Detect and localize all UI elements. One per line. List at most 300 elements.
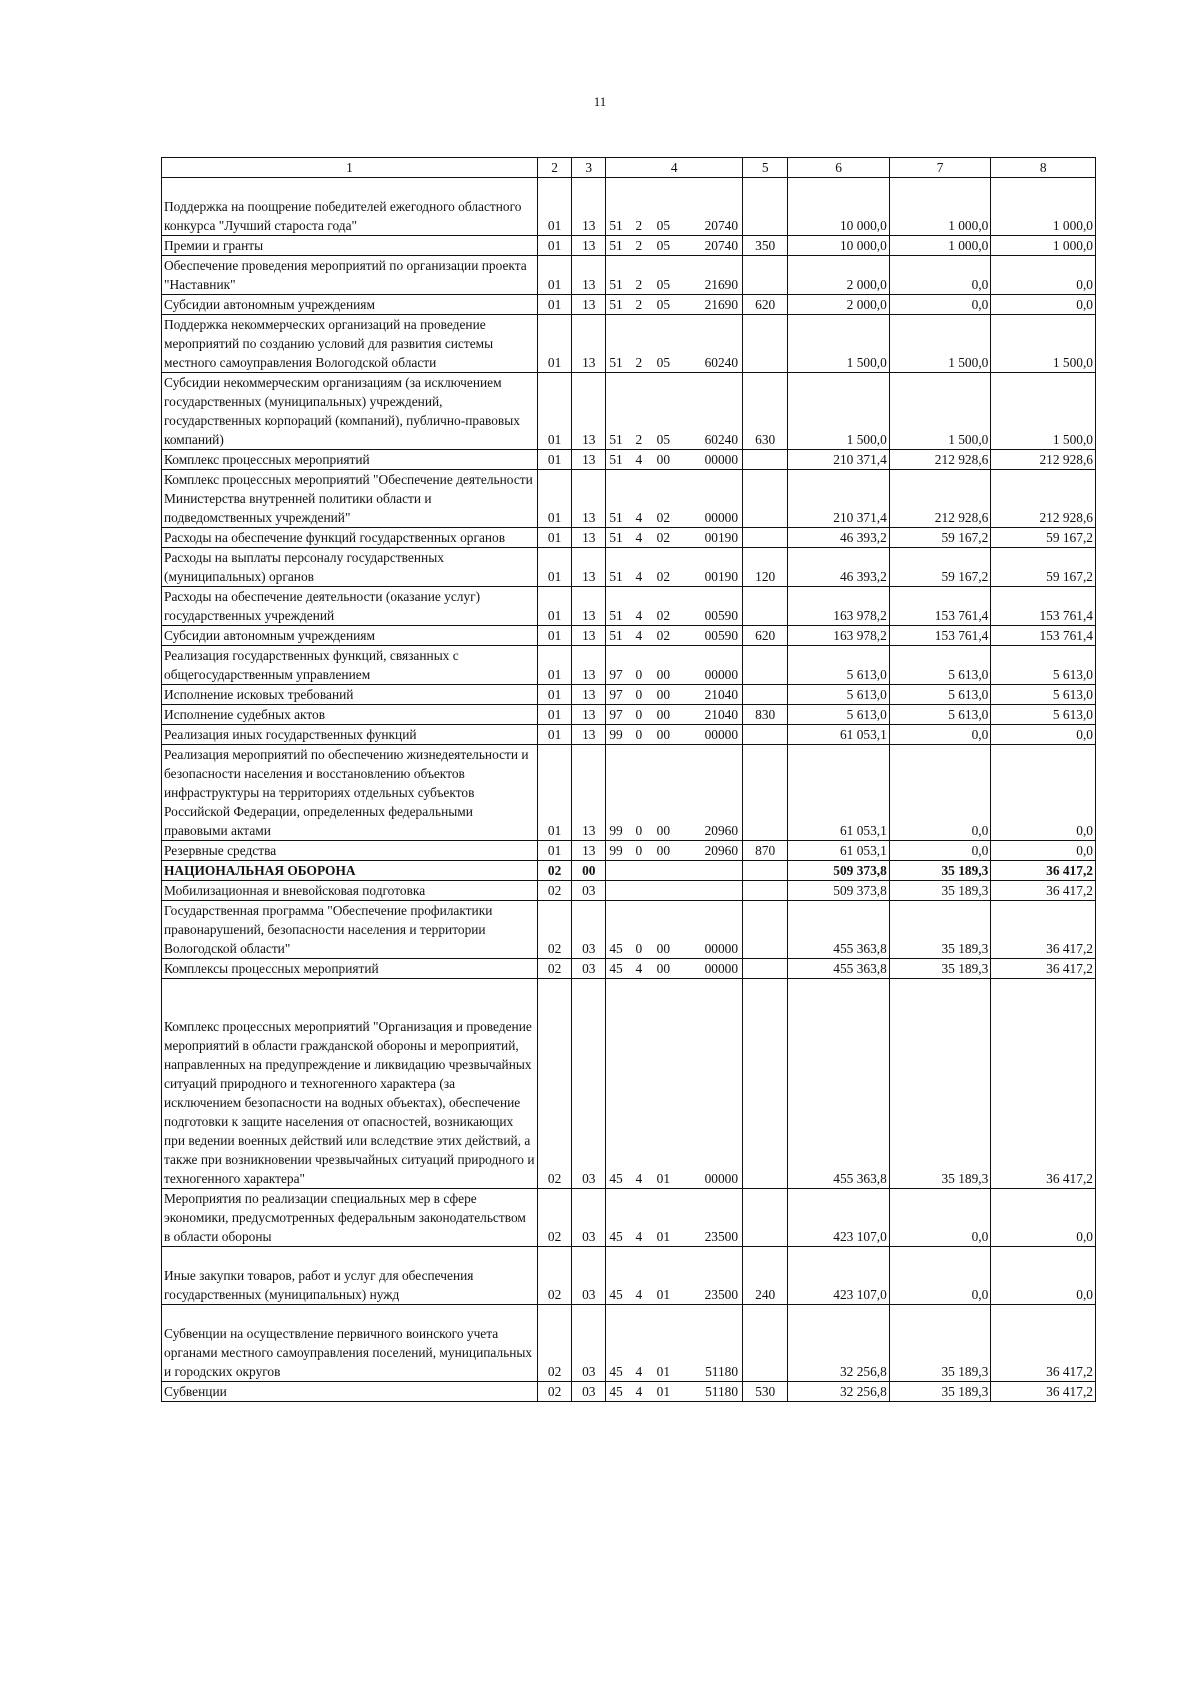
table-row	[162, 1247, 1096, 1305]
code-part-k2: 4	[635, 628, 643, 643]
table-row	[162, 236, 1096, 256]
row-name-text: Мобилизационная и вневойсковая подготовка	[164, 883, 426, 898]
amount-col-6: 10 000,0	[788, 236, 890, 256]
subsection-code: 13	[572, 178, 606, 236]
code-part-k3: 05	[656, 297, 671, 312]
amount-col-8: 0,0	[991, 1189, 1096, 1247]
code-part-k2: 2	[635, 432, 643, 447]
amount-col-7: 35 189,3	[889, 1382, 991, 1402]
row-name-text: Комплекс процессных мероприятий "Обеспечение деятельности Министерства внутренней политики области и подведомственных учреждений"	[164, 472, 533, 525]
code-part-k3: 02	[656, 510, 671, 525]
code-part-k4: 00000	[704, 510, 739, 525]
header-cell: 4	[606, 158, 743, 178]
section-code: 02	[538, 979, 572, 1189]
table-row	[162, 1189, 1096, 1247]
amount-col-8: 36 417,2	[991, 979, 1096, 1189]
amount-col-7: 5 613,0	[889, 705, 991, 725]
row-name	[162, 979, 538, 1189]
code-part-k4: 00000	[704, 1171, 739, 1186]
subsection-code: 13	[572, 548, 606, 587]
code-part-k4: 20960	[704, 823, 739, 838]
subsection-code: 03	[572, 959, 606, 979]
row-name-text: Мероприятия по реализации специальных мер в сфере экономики, предусмотренных федеральным законодательством в области обороны	[164, 1191, 526, 1244]
code-part-k4: 00590	[704, 608, 739, 623]
code-part-k4: 00000	[704, 961, 739, 976]
code-part-k3: 05	[656, 432, 671, 447]
row-name-text: Реализация мероприятий по обеспечению жизнедеятельности и безопасности населения и восстановлению объектов инфраструктуры на территориях отдельных субъектов Российской Федерации, определенных федеральными правовыми актами	[164, 747, 529, 838]
row-name-text: Расходы на выплаты персоналу государственных (муниципальных) органов	[164, 550, 444, 584]
row-name	[162, 548, 538, 587]
code-part-k1: 51	[609, 432, 623, 447]
amount-col-7: 1 500,0	[889, 373, 991, 450]
row-name-text: НАЦИОНАЛЬНАЯ ОБОРОНА	[164, 863, 356, 878]
code-part-k1: 51	[609, 277, 623, 292]
row-name-text: Комплексы процессных мероприятий	[164, 961, 379, 976]
target-article-code	[606, 587, 743, 626]
subsection-code: 03	[572, 1247, 606, 1305]
section-code: 01	[538, 256, 572, 295]
table-row	[162, 373, 1096, 450]
row-name-text: Исполнение исковых требований	[164, 687, 354, 702]
expense-type-code	[743, 470, 788, 528]
header-row	[162, 158, 1096, 178]
table-row	[162, 548, 1096, 587]
code-part-k2: 0	[635, 727, 643, 742]
expense-type-code: 240	[743, 1247, 788, 1305]
code-part-k3: 00	[656, 843, 671, 858]
amount-col-6: 46 393,2	[788, 528, 890, 548]
row-name	[162, 450, 538, 470]
amount-col-6: 455 363,8	[788, 959, 890, 979]
section-code: 01	[538, 315, 572, 373]
amount-col-7: 0,0	[889, 1189, 991, 1247]
section-code: 01	[538, 705, 572, 725]
target-article-code	[606, 178, 743, 236]
amount-col-8: 36 417,2	[991, 881, 1096, 901]
amount-col-8: 5 613,0	[991, 705, 1096, 725]
code-part-k4: 00190	[704, 530, 739, 545]
amount-col-7: 0,0	[889, 745, 991, 841]
code-part-k2: 4	[635, 452, 643, 467]
subsection-code: 13	[572, 685, 606, 705]
code-part-k1: 45	[609, 1171, 623, 1186]
code-part-k3: 02	[656, 628, 671, 643]
page-number: 11	[593, 94, 607, 109]
amount-col-6: 423 107,0	[788, 1189, 890, 1247]
section-code: 01	[538, 745, 572, 841]
code-part-k1: 45	[609, 961, 623, 976]
amount-col-7: 59 167,2	[889, 528, 991, 548]
amount-col-6: 32 256,8	[788, 1382, 890, 1402]
code-part-k1: 51	[609, 510, 623, 525]
code-part-k2: 0	[635, 843, 643, 858]
table-row	[162, 881, 1096, 901]
code-part-k1: 51	[609, 628, 623, 643]
section-code: 01	[538, 725, 572, 745]
table-row	[162, 528, 1096, 548]
subsection-code: 03	[572, 901, 606, 959]
code-part-k3: 01	[656, 1384, 671, 1399]
header-cell: 1	[162, 158, 538, 178]
code-part-k2: 4	[635, 569, 643, 584]
expense-type-code	[743, 646, 788, 685]
amount-col-6: 163 978,2	[788, 587, 890, 626]
row-name-text: Премии и гранты	[164, 238, 264, 253]
row-name	[162, 881, 538, 901]
amount-col-8: 0,0	[991, 1247, 1096, 1305]
code-part-k1: 45	[609, 1229, 623, 1244]
code-part-k3: 00	[656, 941, 671, 956]
amount-col-7: 35 189,3	[889, 901, 991, 959]
amount-col-8: 36 417,2	[991, 1382, 1096, 1402]
table-row	[162, 685, 1096, 705]
row-name-text: Иные закупки товаров, работ и услуг для обеспечения государственных (муниципальных) нужд	[164, 1268, 474, 1302]
amount-col-7: 212 928,6	[889, 470, 991, 528]
amount-col-6: 455 363,8	[788, 901, 890, 959]
row-name	[162, 705, 538, 725]
table-row	[162, 959, 1096, 979]
header-cell: 8	[991, 158, 1096, 178]
row-name-text: Субвенции на осуществление первичного воинского учета органами местного самоуправления поселений, муниципальных и городских округов	[164, 1326, 533, 1379]
row-name-text: Субвенции	[164, 1384, 227, 1399]
amount-col-8: 0,0	[991, 725, 1096, 745]
table-row	[162, 1305, 1096, 1382]
code-part-k3: 00	[656, 727, 671, 742]
target-article-code	[606, 470, 743, 528]
target-article-code	[606, 901, 743, 959]
table-row	[162, 587, 1096, 626]
code-part-k4: 21690	[704, 297, 739, 312]
table-row	[162, 646, 1096, 685]
table-row	[162, 295, 1096, 315]
target-article-code	[606, 256, 743, 295]
target-article-code	[606, 548, 743, 587]
table-row	[162, 315, 1096, 373]
section-code: 01	[538, 470, 572, 528]
target-article-code	[606, 450, 743, 470]
amount-col-6: 5 613,0	[788, 646, 890, 685]
amount-col-8: 212 928,6	[991, 450, 1096, 470]
code-part-k4: 51180	[705, 1364, 739, 1379]
amount-col-6: 61 053,1	[788, 745, 890, 841]
code-part-k3: 00	[656, 707, 671, 722]
row-name	[162, 861, 538, 881]
code-part-k1: 51	[609, 608, 623, 623]
subsection-code: 13	[572, 745, 606, 841]
code-part-k1: 99	[609, 727, 623, 742]
code-part-k2: 2	[635, 297, 643, 312]
row-name-text: Комплекс процессных мероприятий	[164, 452, 370, 467]
subsection-code: 13	[572, 528, 606, 548]
expense-type-code	[743, 256, 788, 295]
code-part-k2: 2	[635, 218, 643, 233]
row-name	[162, 373, 538, 450]
section-code: 01	[538, 685, 572, 705]
amount-col-7: 35 189,3	[889, 861, 991, 881]
expense-type-code: 530	[743, 1382, 788, 1402]
code-part-k4: 51180	[705, 1384, 739, 1399]
amount-col-8: 153 761,4	[991, 587, 1096, 626]
target-article-code	[606, 295, 743, 315]
section-code: 02	[538, 1305, 572, 1382]
expense-type-code	[743, 979, 788, 1189]
section-code: 02	[538, 959, 572, 979]
target-article-code	[606, 841, 743, 861]
row-name-text: Исполнение судебных актов	[164, 707, 326, 722]
amount-col-8: 36 417,2	[991, 861, 1096, 881]
code-part-k1: 99	[609, 823, 623, 838]
code-part-k4: 23500	[704, 1229, 739, 1244]
amount-col-8: 0,0	[991, 256, 1096, 295]
row-name-text: Расходы на обеспечение функций государственных органов	[164, 530, 506, 545]
code-part-k3: 00	[656, 452, 671, 467]
amount-col-7: 0,0	[889, 841, 991, 861]
target-article-code	[606, 236, 743, 256]
amount-col-6: 423 107,0	[788, 1247, 890, 1305]
target-article-code	[606, 745, 743, 841]
row-name-text: Обеспечение проведения мероприятий по организации проекта "Наставник"	[164, 258, 527, 292]
expense-type-code: 620	[743, 626, 788, 646]
target-article-code	[606, 861, 743, 881]
row-name	[162, 725, 538, 745]
section-code: 02	[538, 901, 572, 959]
target-article-code	[606, 725, 743, 745]
target-article-code	[606, 315, 743, 373]
row-name	[162, 528, 538, 548]
code-part-k3: 01	[656, 1229, 671, 1244]
code-part-k3: 05	[656, 355, 671, 370]
code-part-k4: 00000	[704, 727, 739, 742]
expense-type-code	[743, 450, 788, 470]
code-part-k1: 51	[609, 530, 623, 545]
subsection-code: 03	[572, 1305, 606, 1382]
section-code: 01	[538, 373, 572, 450]
amount-col-8: 59 167,2	[991, 548, 1096, 587]
code-part-k3: 02	[656, 530, 671, 545]
header-cell: 2	[538, 158, 572, 178]
row-name-text: Субсидии автономным учреждениям	[164, 628, 375, 643]
target-article-code	[606, 373, 743, 450]
code-part-k2: 0	[635, 707, 643, 722]
amount-col-8: 0,0	[991, 295, 1096, 315]
expense-type-code	[743, 587, 788, 626]
table-row	[162, 256, 1096, 295]
row-name-text: Поддержка на поощрение победителей ежегодного областного конкурса "Лучший староста года"	[164, 199, 522, 233]
code-part-k3: 05	[656, 277, 671, 292]
amount-col-7: 1 500,0	[889, 315, 991, 373]
amount-col-6: 210 371,4	[788, 450, 890, 470]
code-part-k1: 97	[609, 707, 623, 722]
code-part-k1: 51	[609, 218, 623, 233]
amount-col-6: 32 256,8	[788, 1305, 890, 1382]
expense-type-code	[743, 881, 788, 901]
code-part-k4: 23500	[704, 1287, 739, 1302]
amount-col-8: 0,0	[991, 745, 1096, 841]
code-part-k2: 2	[635, 238, 643, 253]
section-code: 01	[538, 548, 572, 587]
subsection-code: 13	[572, 646, 606, 685]
row-name-text: Расходы на обеспечение деятельности (оказание услуг) государственных учреждений	[164, 589, 481, 623]
row-name	[162, 1189, 538, 1247]
amount-col-6: 509 373,8	[788, 861, 890, 881]
code-part-k2: 4	[635, 530, 643, 545]
table-row	[162, 450, 1096, 470]
code-part-k1: 97	[609, 687, 623, 702]
section-code: 02	[538, 861, 572, 881]
subsection-code: 13	[572, 587, 606, 626]
code-part-k2: 0	[635, 687, 643, 702]
amount-col-8: 5 613,0	[991, 685, 1096, 705]
target-article-code	[606, 1305, 743, 1382]
expense-type-code	[743, 959, 788, 979]
section-code: 01	[538, 528, 572, 548]
amount-col-8: 1 000,0	[991, 236, 1096, 256]
code-part-k1: 45	[609, 941, 623, 956]
expense-type-code: 120	[743, 548, 788, 587]
code-part-k3: 05	[656, 218, 671, 233]
amount-col-7: 0,0	[889, 256, 991, 295]
code-part-k1: 99	[609, 843, 623, 858]
code-part-k2: 2	[635, 277, 643, 292]
target-article-code	[606, 528, 743, 548]
code-part-k2: 4	[635, 608, 643, 623]
expense-type-code	[743, 1305, 788, 1382]
code-part-k4: 00000	[704, 452, 739, 467]
section-code: 02	[538, 1382, 572, 1402]
section-code: 01	[538, 587, 572, 626]
row-name-text: Реализация иных государственных функций	[164, 727, 417, 742]
section-code: 01	[538, 841, 572, 861]
table-row	[162, 745, 1096, 841]
amount-col-6: 2 000,0	[788, 295, 890, 315]
table-row	[162, 901, 1096, 959]
subsection-code: 03	[572, 979, 606, 1189]
code-part-k2: 2	[635, 355, 643, 370]
row-name	[162, 315, 538, 373]
row-name-text: Реализация государственных функций, связанных с общегосударственным управлением	[164, 648, 459, 682]
amount-col-6: 5 613,0	[788, 705, 890, 725]
expense-type-code	[743, 745, 788, 841]
amount-col-8: 0,0	[991, 841, 1096, 861]
target-article-code	[606, 685, 743, 705]
code-part-k2: 4	[635, 1364, 643, 1379]
code-part-k4: 21040	[704, 687, 739, 702]
amount-col-7: 5 613,0	[889, 646, 991, 685]
code-part-k4: 20740	[704, 218, 739, 233]
expense-type-code: 870	[743, 841, 788, 861]
code-part-k3: 00	[656, 687, 671, 702]
expense-type-code: 350	[743, 236, 788, 256]
code-part-k3: 05	[656, 238, 671, 253]
table-row	[162, 178, 1096, 236]
code-part-k2: 4	[635, 1229, 643, 1244]
row-name	[162, 959, 538, 979]
amount-col-6: 163 978,2	[788, 626, 890, 646]
amount-col-6: 5 613,0	[788, 685, 890, 705]
amount-col-6: 1 500,0	[788, 373, 890, 450]
code-part-k3: 01	[656, 1287, 671, 1302]
code-part-k3: 02	[656, 569, 671, 584]
code-part-k1: 51	[609, 238, 623, 253]
expense-type-code	[743, 725, 788, 745]
target-article-code	[606, 979, 743, 1189]
amount-col-7: 35 189,3	[889, 881, 991, 901]
amount-col-6: 509 373,8	[788, 881, 890, 901]
table-row	[162, 470, 1096, 528]
section-code: 01	[538, 626, 572, 646]
section-code: 02	[538, 1189, 572, 1247]
subsection-code: 13	[572, 841, 606, 861]
code-part-k3: 01	[656, 1364, 671, 1379]
expense-type-code	[743, 861, 788, 881]
header-cell: 5	[743, 158, 788, 178]
row-name-text: Резервные средства	[164, 843, 277, 858]
row-name-text: Поддержка некоммерческих организаций на проведение мероприятий по созданию условий для развития системы местного самоуправления Вологодской области	[164, 317, 494, 370]
code-part-k3: 00	[656, 961, 671, 976]
section-code: 01	[538, 236, 572, 256]
expense-type-code: 630	[743, 373, 788, 450]
table-row	[162, 841, 1096, 861]
amount-col-8: 36 417,2	[991, 959, 1096, 979]
section-code: 01	[538, 295, 572, 315]
amount-col-8: 1 500,0	[991, 315, 1096, 373]
target-article-code	[606, 646, 743, 685]
expense-type-code	[743, 901, 788, 959]
row-name	[162, 745, 538, 841]
subsection-code: 00	[572, 861, 606, 881]
code-part-k4: 60240	[704, 432, 739, 447]
header-cell: 3	[572, 158, 606, 178]
table-row	[162, 861, 1096, 881]
subsection-code: 13	[572, 450, 606, 470]
subsection-code: 13	[572, 470, 606, 528]
amount-col-6: 61 053,1	[788, 841, 890, 861]
amount-col-7: 35 189,3	[889, 979, 991, 1189]
row-name	[162, 178, 538, 236]
code-part-k4: 20960	[704, 843, 739, 858]
subsection-code: 13	[572, 236, 606, 256]
code-part-k4: 60240	[704, 355, 739, 370]
expense-type-code	[743, 528, 788, 548]
code-part-k1: 51	[609, 452, 623, 467]
header-cell: 6	[788, 158, 890, 178]
expense-type-code: 620	[743, 295, 788, 315]
subsection-code: 03	[572, 881, 606, 901]
code-part-k2: 4	[635, 1384, 643, 1399]
row-name	[162, 901, 538, 959]
row-name	[162, 295, 538, 315]
target-article-code	[606, 705, 743, 725]
amount-col-7: 35 189,3	[889, 1305, 991, 1382]
target-article-code	[606, 1382, 743, 1402]
target-article-code	[606, 881, 743, 901]
amount-col-7: 1 000,0	[889, 236, 991, 256]
row-name-text: Субсидии автономным учреждениям	[164, 297, 375, 312]
row-name	[162, 236, 538, 256]
subsection-code: 13	[572, 373, 606, 450]
target-article-code	[606, 959, 743, 979]
subsection-code: 13	[572, 626, 606, 646]
code-part-k3: 00	[656, 667, 671, 682]
target-article-code	[606, 1247, 743, 1305]
subsection-code: 03	[572, 1382, 606, 1402]
amount-col-6: 10 000,0	[788, 178, 890, 236]
code-part-k1: 51	[609, 569, 623, 584]
subsection-code: 13	[572, 705, 606, 725]
amount-col-6: 455 363,8	[788, 979, 890, 1189]
amount-col-6: 210 371,4	[788, 470, 890, 528]
section-code: 01	[538, 178, 572, 236]
